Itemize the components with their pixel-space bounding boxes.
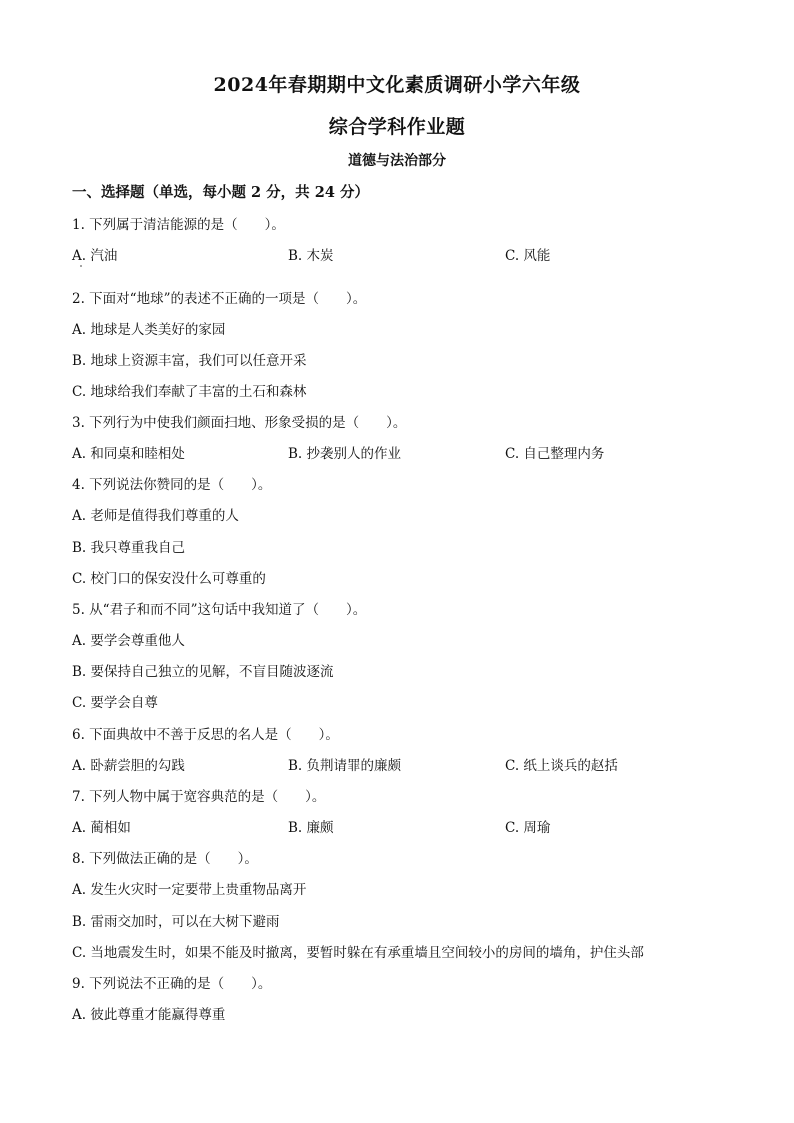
exam-subject-title: 综合学科作业题 [328, 116, 466, 138]
exam-title: 2024年春期期中文化素质调研小学六年级 [213, 74, 581, 96]
answer-option: C. 校门口的保安没什么可尊重的 [72, 571, 266, 587]
question-stem: 2. 下面对“地球”的表述不正确的一项是（ ）。 [72, 291, 367, 307]
question-stem: 9. 下列说法不正确的是（ ）。 [72, 976, 272, 992]
answer-option: B. 抄袭别人的作业 [288, 446, 402, 462]
answer-option: A. 卧薪尝胆的勾践 [72, 758, 185, 774]
answer-option: A. 地球是人类美好的家园 [72, 322, 226, 338]
question-stem: 4. 下列说法你赞同的是（ ）。 [72, 477, 272, 493]
answer-option: B. 雷雨交加时，可以在大树下避雨 [72, 914, 280, 930]
answer-option: C. 地球给我们奉献了丰富的土石和森林 [72, 384, 307, 400]
answer-option: B. 负荆请罪的廉颇 [288, 758, 402, 774]
answer-option: C. 当地震发生时，如果不能及时撤离，要暂时躲在有承重墙且空间较小的房间的墙角，护住头部 [72, 945, 644, 961]
answer-option: A. 蔺相如 [72, 820, 131, 836]
answer-option: C. 周瑜 [505, 820, 551, 836]
answer-option: A. 要学会尊重他人 [72, 633, 185, 649]
answer-option: B. 要保持自己独立的见解，不盲目随波逐流 [72, 664, 334, 680]
question-stem: 7. 下列人物中属于宽容典范的是（ ）。 [72, 789, 326, 805]
answer-option: B. 地球上资源丰富，我们可以任意开采 [72, 353, 307, 369]
answer-option: A. 和同桌和睦相处 [72, 446, 185, 462]
question-stem: 1. 下列属于清洁能源的是（ ）。 [72, 217, 285, 233]
answer-option: C. 纸上谈兵的赵括 [505, 758, 618, 774]
question-stem: 6. 下面典故中不善于反思的名人是（ ）。 [72, 727, 339, 743]
section-part-title: 道德与法治部分 [348, 153, 446, 169]
answer-option: C. 要学会自尊 [72, 695, 158, 711]
answer-option: C. 风能 [505, 248, 551, 264]
answer-option: A. 彼此尊重才能赢得尊重 [72, 1007, 226, 1023]
answer-option: B. 我只尊重我自己 [72, 540, 186, 556]
answer-option: B. 木炭 [288, 248, 334, 264]
question-stem: 8. 下列做法正确的是（ ）。 [72, 851, 258, 867]
answer-option: A. 老师是值得我们尊重的人 [72, 508, 239, 524]
stray-mark [80, 265, 82, 267]
question-stem: 3. 下列行为中使我们颜面扫地、形象受损的是（ ）。 [72, 415, 407, 431]
answer-option: B. 廉颇 [288, 820, 334, 836]
answer-option: C. 自己整理内务 [505, 446, 605, 462]
section-heading: 一、选择题（单选，每小题 2 分，共 24 分） [72, 184, 369, 201]
answer-option: A. 汽油 [72, 248, 118, 264]
answer-option: A. 发生火灾时一定要带上贵重物品离开 [72, 882, 307, 898]
question-stem: 5. 从“君子和而不同”这句话中我知道了（ ）。 [72, 602, 367, 618]
